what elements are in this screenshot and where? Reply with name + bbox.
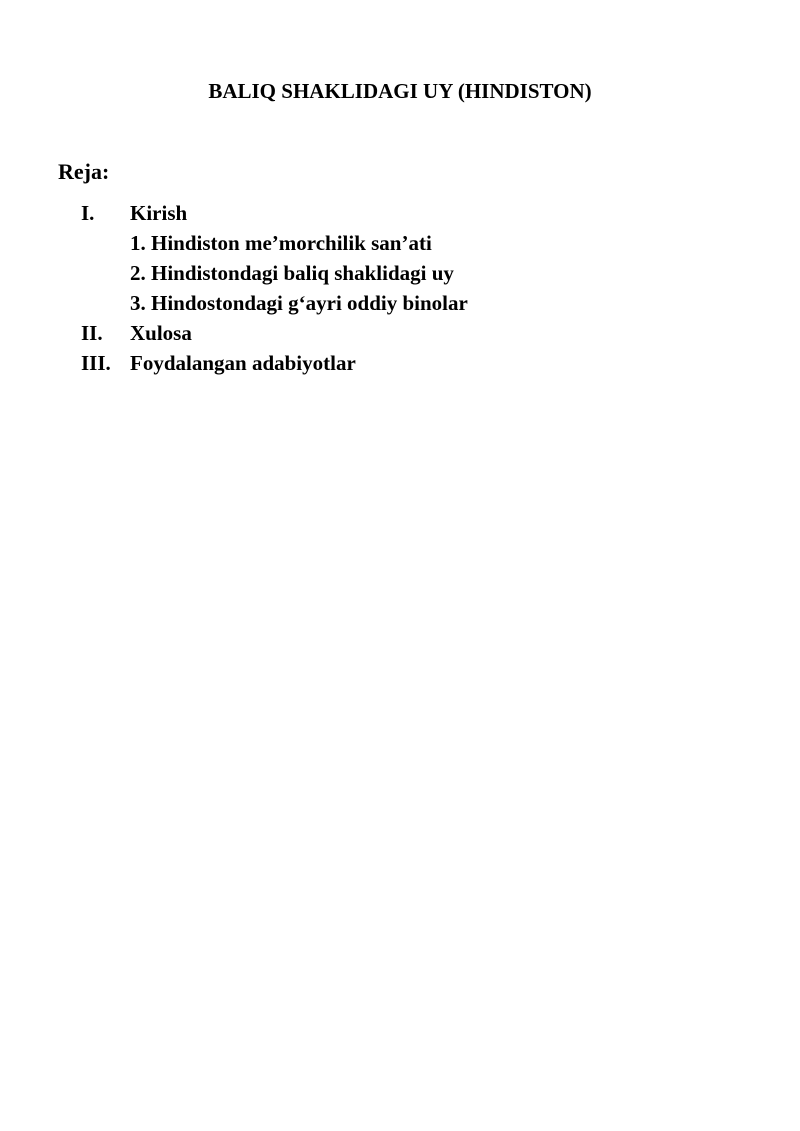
- plan-subitem: [81, 258, 468, 288]
- document-title: BALIQ SHAKLIDAGI UY (HINDISTON): [208, 79, 592, 103]
- plan-item-text: Foydalangan adabiyotlar: [130, 351, 356, 375]
- plan-item-number: III.: [81, 351, 111, 375]
- plan-item-number: I.: [81, 201, 95, 225]
- plan-item: [81, 318, 468, 348]
- plan-item: [81, 198, 468, 228]
- plan-heading: Reja:: [58, 159, 110, 184]
- plan-item: [81, 348, 468, 378]
- plan-subitem-text: 2. Hindistondagi baliq shaklidagi uy: [130, 261, 454, 285]
- plan-item-text: Xulosa: [130, 321, 192, 345]
- plan-item-number: II.: [81, 321, 103, 345]
- plan-subitem: [81, 228, 468, 258]
- plan-subitem: [81, 288, 468, 318]
- plan-item-text: Kirish: [130, 201, 188, 225]
- plan-subitem-text: 1. Hindiston me’morchilik san’ati: [130, 231, 432, 255]
- plan-list: [81, 198, 468, 378]
- plan-subitem-text: 3. Hindostondagi g‘ayri oddiy binolar: [130, 291, 468, 315]
